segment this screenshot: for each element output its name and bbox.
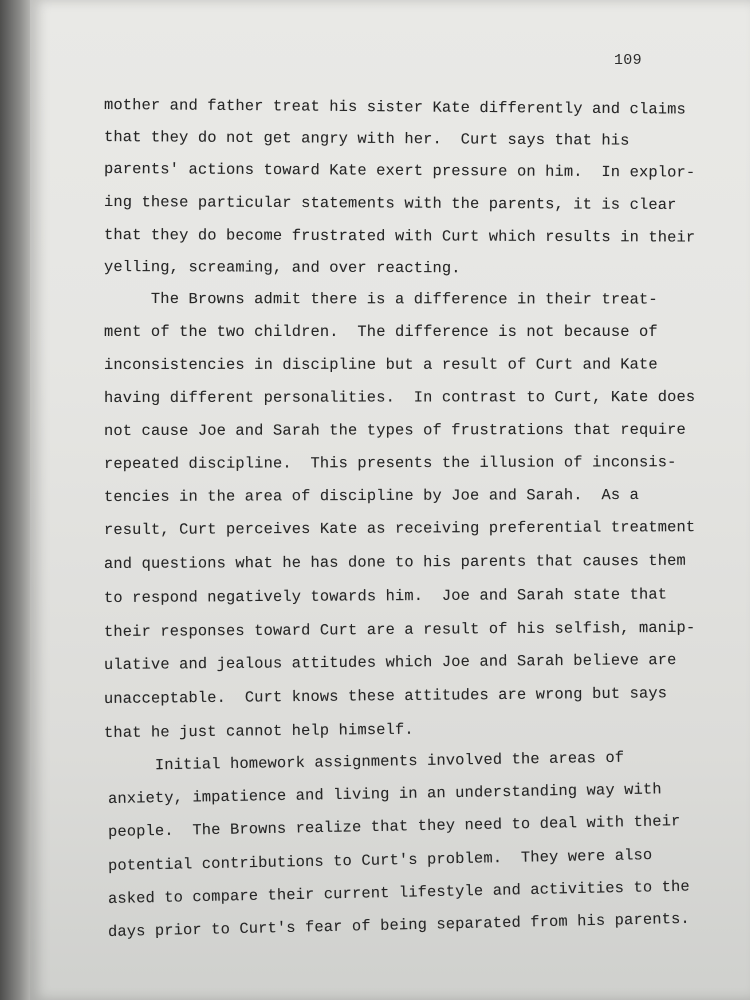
text-line: tencies in the area of discipline by Joe and Sarah. As a xyxy=(103,485,640,506)
text-line: that they do not get angry with her. Curt says that his xyxy=(103,128,630,150)
text-line: The Browns admit there is a difference in their treat- xyxy=(103,290,658,309)
text-line: to respond negatively towards him. Joe and Sarah state that xyxy=(103,585,668,607)
text-line: days prior to Curt's fear of being separated from his parents. xyxy=(107,909,690,941)
text-line: having different personalities. In contrast to Curt, Kate does xyxy=(103,387,696,407)
text-line: repeated discipline. This presents the illusion of inconsis- xyxy=(103,453,677,473)
text-line: and questions what he has done to his parents that causes them xyxy=(103,551,686,573)
text-line: ment of the two children. The difference is not because of xyxy=(104,323,658,341)
text-line: ing these particular statements with the parents, it is clear xyxy=(103,193,677,214)
text-line: parents' actions toward Kate exert pressure on him. In explor- xyxy=(103,160,696,182)
text-line: potential contributions to Curt's problem. They were also xyxy=(107,846,653,875)
text-line: inconsistencies in discipline but a result of Curt and Kate xyxy=(103,355,658,374)
page-number: 109 xyxy=(614,52,642,69)
text-line: that they do become frustrated with Curt which results in their xyxy=(103,226,696,247)
text-line: ulative and jealous attitudes which Joe and Sarah believe are xyxy=(103,651,677,674)
text-line: mother and father treat his sister Kate differently and claims xyxy=(103,96,686,119)
text-line: unacceptable. Curt knows these attitudes are wrong but says xyxy=(103,684,668,708)
text-line: yelling, screaming, and over reacting. xyxy=(103,258,461,278)
text-line: asked to compare their current lifestyle and activities to the xyxy=(107,877,690,908)
text-line: their responses toward Curt are a result of his selfish, manip- xyxy=(103,618,696,641)
text-line: anxiety, impatience and living in an understanding way with xyxy=(107,780,662,808)
text-line: that he just cannot help himself. xyxy=(103,720,414,742)
text-line: people. The Browns realize that they need to deal with their xyxy=(107,812,681,841)
text-line: Initial homework assignments involved the areas of xyxy=(107,748,625,775)
text-line: not cause Joe and Sarah the types of frustrations that require xyxy=(103,420,686,440)
text-line: result, Curt perceives Kate as receiving preferential treatment xyxy=(103,518,696,539)
book-spine-shadow xyxy=(0,0,34,1000)
paper-page xyxy=(30,0,750,1000)
